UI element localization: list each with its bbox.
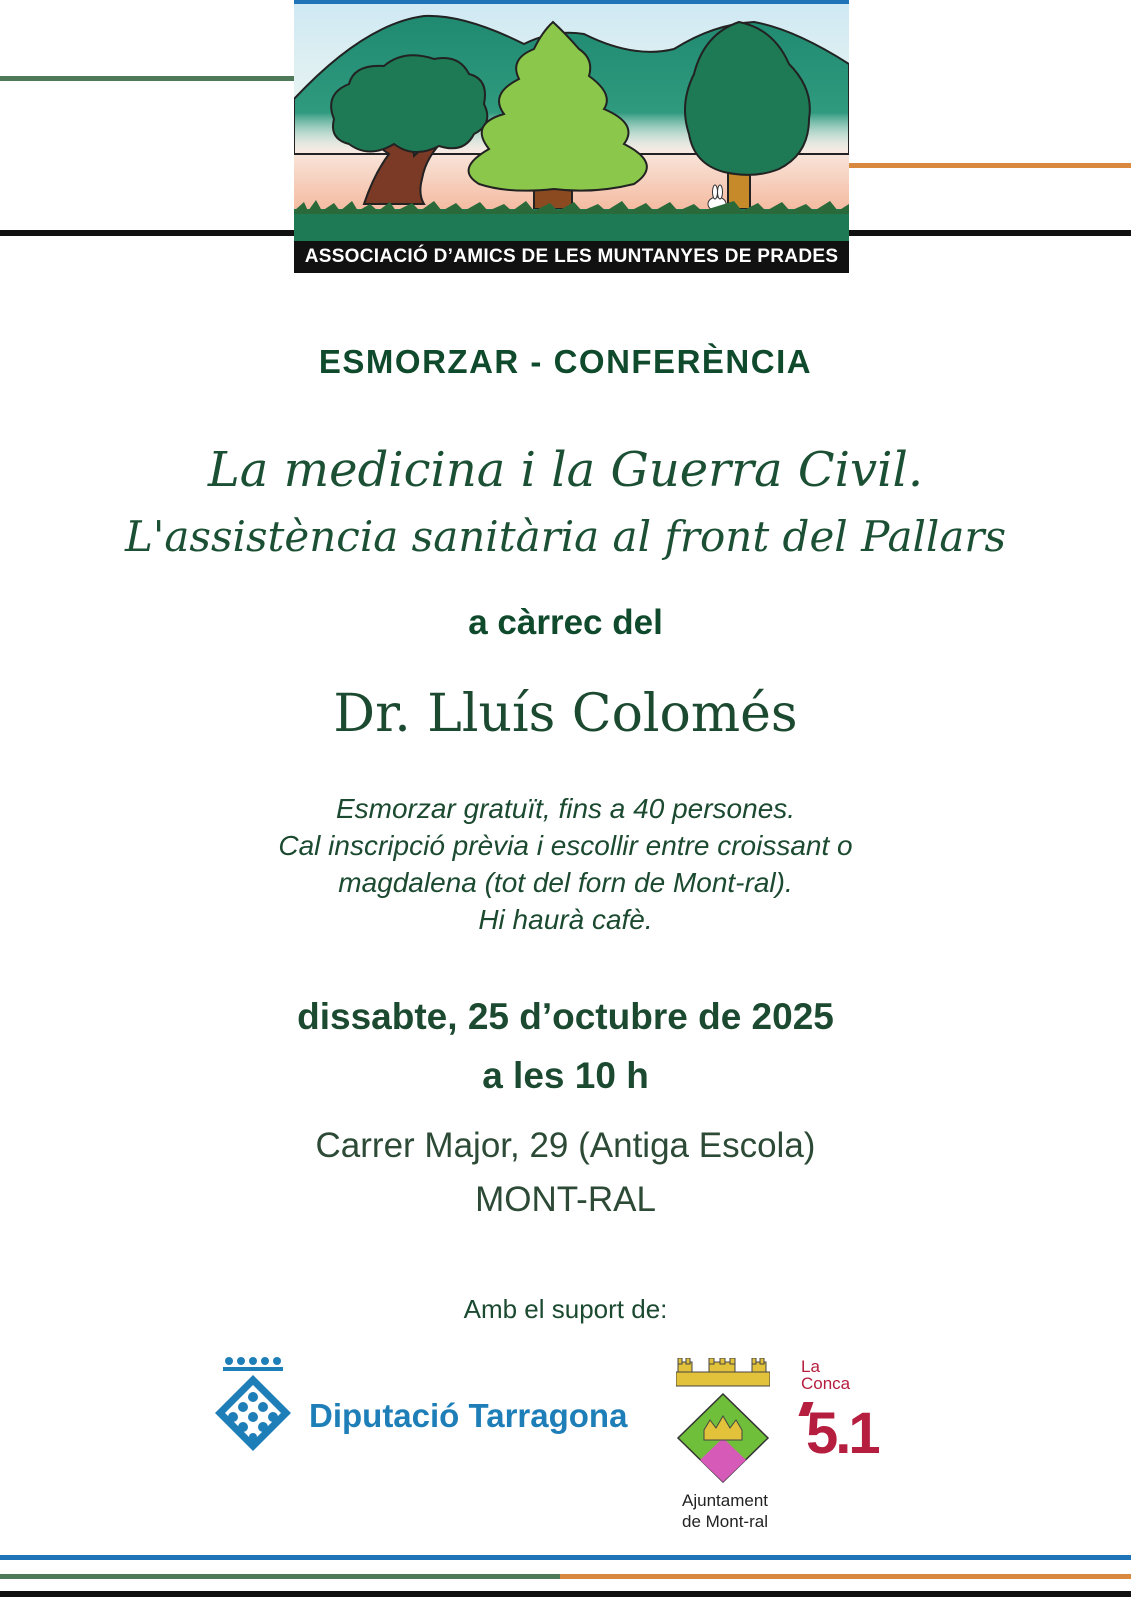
bottom-orange-line: [560, 1574, 1131, 1579]
bottom-blue-line: [0, 1555, 1131, 1560]
detail-line: Hi haurà cafè.: [478, 904, 653, 935]
event-title-line2: L'assistència sanitària al front del Pallars: [124, 512, 1007, 561]
left-green-line: [0, 76, 294, 81]
mountains-trees-logo: [294, 4, 849, 241]
la-conca-logo-text: [801, 1358, 850, 1392]
detail-line: magdalena (tot del forn de Mont-ral).: [338, 867, 793, 898]
event-town: MONT-RAL: [475, 1180, 656, 1219]
event-details: [0, 790, 1131, 938]
ajuntament-line2: de Mont-ral: [682, 1512, 768, 1531]
right-orange-line: [849, 163, 1131, 168]
conca-line2: Conca: [801, 1374, 851, 1393]
ajuntament-label: [660, 1490, 790, 1532]
montral-coat-of-arms-icon: [676, 1358, 770, 1486]
event-date: dissabte, 25 d’octubre de 2025: [297, 996, 834, 1037]
bottom-black-line: [0, 1591, 1131, 1597]
bottom-green-line: [0, 1574, 560, 1579]
support-label: Amb el suport de:: [463, 1294, 668, 1324]
event-kicker: ESMORZAR - CONFERÈNCIA: [318, 343, 813, 380]
speaker-name: Dr. Lluís Colomés: [333, 684, 798, 744]
byline: a càrrec del: [468, 603, 663, 642]
detail-line: Cal inscripció prèvia i escollir entre croissant o: [278, 830, 853, 861]
event-address: Carrer Major, 29 (Antiga Escola): [315, 1126, 816, 1165]
conca-line1: La: [801, 1357, 820, 1376]
event-time: a les 10 h: [482, 1055, 649, 1096]
association-banner: ASSOCIACIÓ D’AMICS DE LES MUNTANYES DE PRADES: [294, 241, 849, 273]
diputacio-tarragona-logo-text: Diputació Tarragona: [309, 1397, 628, 1434]
ajuntament-line1: Ajuntament: [682, 1491, 768, 1510]
event-title-line1: La medicina i la Guerra Civil.: [207, 442, 924, 498]
detail-line: Esmorzar gratuït, fins a 40 persones.: [335, 793, 796, 824]
diputacio-crest-icon: [213, 1355, 295, 1455]
conca-number: 5.1: [806, 1401, 878, 1466]
